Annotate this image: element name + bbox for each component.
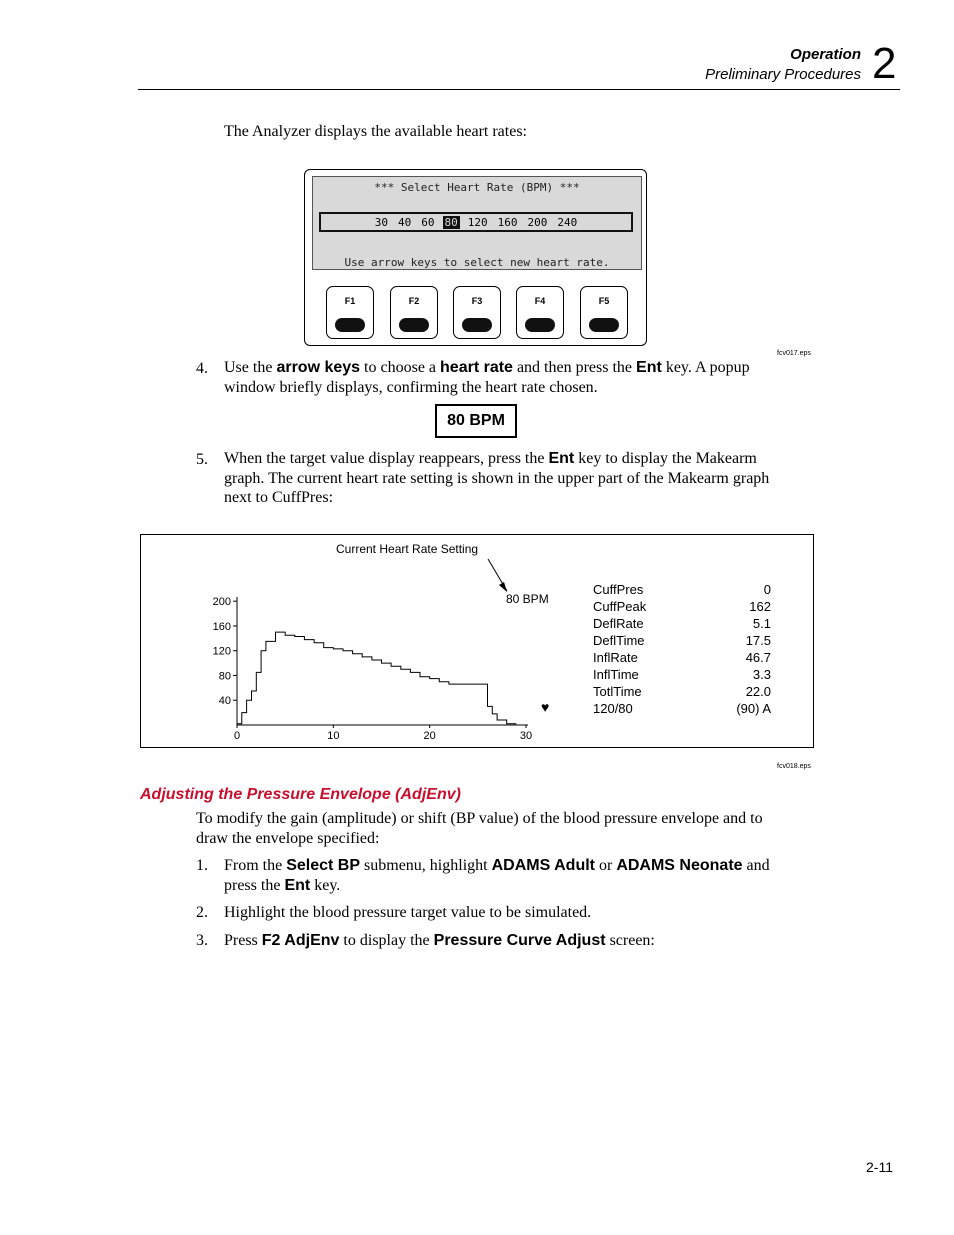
heart-rate-selector[interactable] xyxy=(319,212,633,232)
heart-rate-option[interactable]: 120 xyxy=(467,215,488,229)
intro-text: The Analyzer displays the available heart rates: xyxy=(224,123,527,140)
function-key-label: F1 xyxy=(344,296,356,306)
step-number: 4. xyxy=(196,360,208,377)
x-tick-label: 20 xyxy=(423,730,436,742)
function-key-f4[interactable] xyxy=(516,286,564,339)
heart-rate-option[interactable]: 160 xyxy=(497,215,518,229)
function-key-button[interactable] xyxy=(335,318,365,332)
lcd-screen xyxy=(312,176,642,270)
running-header-title: Operation xyxy=(790,46,861,63)
step-number: 3. xyxy=(196,932,208,949)
section-paragraph: To modify the gain (amplitude) or shift (BP value) of the blood pressure envelope and to draw the envelope specified: xyxy=(196,810,763,847)
makearm-graph-figure xyxy=(140,534,814,748)
section-step-1-text: From the Select BP submenu, highlight ADAMS Adult or ADAMS Neonate and press the Ent key. xyxy=(224,857,770,894)
lcd-hint: Use arrow keys to select new heart rate. xyxy=(344,256,610,269)
figure-filename: fcv017.eps xyxy=(777,350,811,357)
function-key-label: F3 xyxy=(471,296,483,306)
y-tick-label: 160 xyxy=(212,620,231,633)
x-tick-label: 30 xyxy=(519,730,533,742)
stat-value: 3.3 xyxy=(752,667,771,682)
stat-value: (90) A xyxy=(736,701,771,716)
callout-arrow-head xyxy=(499,582,507,592)
section-step-2-text: Highlight the blood pressure target value to be simulated. xyxy=(224,904,592,921)
section-heading: Adjusting the Pressure Envelope (AdjEnv) xyxy=(140,786,461,803)
function-key-label: F5 xyxy=(598,296,610,306)
y-tick-label: 200 xyxy=(212,596,231,609)
stat-value: 22.0 xyxy=(745,684,771,699)
heart-rate-option[interactable]: 200 xyxy=(527,215,548,229)
function-key-button[interactable] xyxy=(525,318,555,332)
bpm-popup-label: 80 BPM xyxy=(447,412,505,429)
bpm-popup xyxy=(435,404,517,438)
stat-value: 46.7 xyxy=(745,650,771,665)
chapter-number: 2 xyxy=(872,39,897,88)
function-key-button[interactable] xyxy=(399,318,429,332)
stat-value: 5.1 xyxy=(752,616,771,631)
page-number: 2-11 xyxy=(866,1159,893,1175)
y-tick-label: 120 xyxy=(212,645,231,658)
stat-name: DeflTime xyxy=(593,633,645,648)
function-key-button[interactable] xyxy=(462,318,492,332)
stat-name: DeflRate xyxy=(593,616,644,631)
step-5-text: When the target value display reappears, press the Ent key to display the Makearm graph. The current heart rate setting is shown in the upper part of the Makearm graph next to CuffPres: xyxy=(224,450,770,506)
function-key-label: F2 xyxy=(408,296,420,306)
callout-label: Current Heart Rate Setting xyxy=(336,542,479,556)
heart-rate-option[interactable]: 40 xyxy=(398,215,412,229)
stat-name: TotlTime xyxy=(593,684,642,699)
stat-name: CuffPres xyxy=(593,582,644,597)
bpm-label: 80 BPM xyxy=(506,592,549,606)
figure-filename: fcv018.eps xyxy=(777,763,811,770)
step-4-text: Use the arrow keys to choose a heart rate and then press the Ent key. A popup window briefly displays, confirming the heart rate chosen. xyxy=(224,359,750,396)
stat-name: 120/80 xyxy=(593,701,633,716)
stat-name: InflTime xyxy=(593,667,639,682)
function-key-f1[interactable] xyxy=(326,286,374,339)
stat-value: 0 xyxy=(763,582,771,597)
header-rule xyxy=(138,89,900,90)
step-number: 2. xyxy=(196,904,208,921)
function-key-f2[interactable] xyxy=(390,286,438,339)
step-number: 1. xyxy=(196,857,208,874)
heart-rate-option[interactable]: 240 xyxy=(557,215,578,229)
y-tick-label: 80 xyxy=(218,670,231,683)
function-key-label: F4 xyxy=(534,296,546,306)
heart-rate-option[interactable]: 30 xyxy=(374,215,388,229)
lcd-title: *** Select Heart Rate (BPM) *** xyxy=(374,181,580,194)
function-key-button[interactable] xyxy=(589,318,619,332)
running-header-subtitle: Preliminary Procedures xyxy=(705,66,861,83)
heart-rate-option[interactable]: 80 xyxy=(444,215,458,229)
x-tick-label: 10 xyxy=(327,730,340,742)
stat-value: 162 xyxy=(749,599,771,614)
function-key-f3[interactable] xyxy=(453,286,501,339)
heart-rate-option[interactable]: 60 xyxy=(421,215,435,229)
function-key-f5[interactable] xyxy=(580,286,628,339)
pressure-envelope-line xyxy=(237,632,516,724)
stat-name: InflRate xyxy=(593,650,638,665)
section-step-3-text: Press F2 AdjEnv to display the Pressure Curve Adjust screen: xyxy=(224,932,655,949)
stat-value: 17.5 xyxy=(745,633,771,648)
y-tick-label: 40 xyxy=(218,695,231,708)
step-number: 5. xyxy=(196,451,208,468)
x-tick-label: 0 xyxy=(233,730,241,742)
stat-name: CuffPeak xyxy=(593,599,647,614)
heart-icon: ♥ xyxy=(541,701,550,716)
